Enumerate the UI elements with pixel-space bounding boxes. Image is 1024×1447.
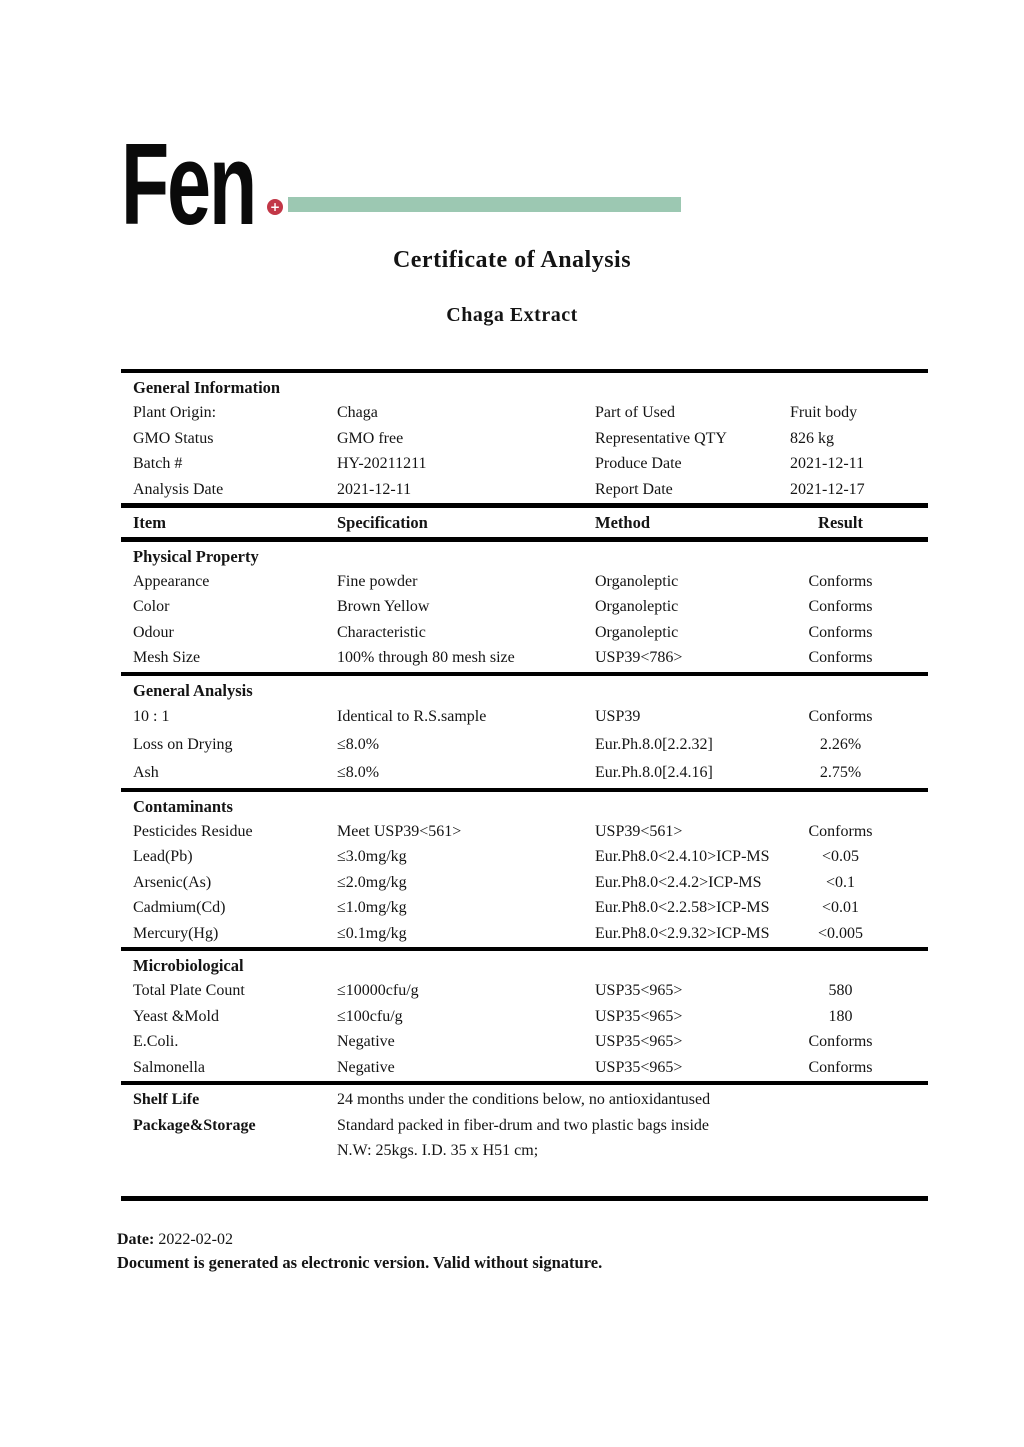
electronic-validity-note: Document is generated as electronic version. Valid without signature. (117, 1253, 603, 1272)
item-cell: Arsenic(As) (133, 873, 212, 891)
result-cell: 2.26% (819, 735, 862, 753)
method-cell: USP35<965> (595, 1007, 683, 1025)
info-label: GMO Status (133, 429, 214, 447)
specification-cell: Negative (337, 1058, 395, 1076)
item-cell: Odour (133, 623, 174, 641)
section-heading: Physical Property (133, 546, 259, 566)
document-title: Certificate of Analysis (392, 247, 632, 273)
result-cell: 2.75% (819, 763, 862, 781)
info-label: Analysis Date (133, 480, 224, 498)
result-cell: Conforms (808, 649, 873, 666)
general-information-section (121, 369, 928, 503)
storage-row (133, 1113, 928, 1139)
item-cell: Mesh Size (133, 649, 201, 666)
contaminants-section (121, 788, 928, 948)
specification-cell: Brown Yellow (337, 598, 430, 615)
specification-cell: Identical to R.S.sample (337, 707, 487, 725)
method-cell: Organoleptic (595, 598, 679, 615)
logo-plus-dot-icon: + (267, 199, 283, 215)
method-cell: Eur.Ph.8.0[2.2.32] (595, 735, 713, 753)
info-label: Report Date (595, 480, 673, 498)
physical-property-section (121, 537, 928, 672)
info-value: GMO free (337, 429, 404, 447)
table-row (133, 620, 928, 646)
item-cell: Loss on Drying (133, 735, 233, 753)
info-value: 2021-12-11 (790, 455, 865, 472)
item-cell: Total Plate Count (133, 982, 245, 999)
method-cell: USP35<965> (595, 1058, 683, 1076)
info-value: Fruit body (790, 404, 858, 421)
specification-cell: Negative (337, 1033, 395, 1050)
result-cell: <0.1 (825, 873, 856, 891)
section-heading: Microbiological (133, 956, 244, 975)
logo-wordmark: Fen (121, 119, 256, 249)
table-row (133, 594, 928, 620)
info-value: 2021-12-17 (790, 480, 865, 498)
item-cell: Ash (133, 763, 159, 781)
specification-cell: Fine powder (337, 572, 418, 590)
specification-cell: ≤1.0mg/kg (337, 899, 407, 916)
section-heading: General Analysis (133, 680, 253, 700)
table-row (133, 1004, 928, 1030)
method-cell: Organoleptic (595, 623, 679, 641)
info-row (133, 426, 928, 452)
method-cell: Eur.Ph8.0<2.9.32>ICP-MS (595, 924, 770, 942)
specification-cell: ≤8.0% (337, 763, 380, 781)
table-row (133, 921, 928, 947)
date-label: Date: (117, 1231, 155, 1248)
info-value: Chaga (337, 404, 378, 421)
table-row (133, 1055, 928, 1081)
method-cell: Eur.Ph.8.0[2.4.16] (595, 763, 713, 781)
result-cell: Conforms (808, 572, 873, 590)
storage-value: 24 months under the conditions below, no antioxidantused (337, 1091, 711, 1108)
column-header-specification: Specification (337, 513, 428, 532)
storage-label (133, 1138, 337, 1164)
method-cell: Eur.Ph8.0<2.4.2>ICP-MS (595, 873, 762, 891)
specification-cell: Characteristic (337, 623, 426, 641)
info-row (133, 451, 928, 477)
table-row (133, 759, 928, 787)
info-value: HY-20211211 (337, 455, 427, 472)
method-cell: USP35<965> (595, 982, 683, 999)
specification-cell: ≤3.0mg/kg (337, 848, 407, 865)
method-cell: Organoleptic (595, 572, 679, 590)
info-row (133, 477, 928, 503)
method-cell: USP39 (595, 707, 641, 725)
section-heading: Contaminants (133, 796, 233, 816)
table-row (133, 870, 928, 896)
column-header-item: Item (133, 513, 166, 532)
result-cell: Conforms (808, 623, 873, 641)
specification-cell: Meet USP39<561> (337, 822, 462, 840)
column-header-row (133, 510, 928, 536)
table-row (133, 819, 928, 845)
table-row (133, 978, 928, 1004)
storage-row (133, 1138, 928, 1164)
method-cell: Eur.Ph8.0<2.4.10>ICP-MS (595, 848, 770, 865)
method-cell: USP39<561> (595, 822, 683, 840)
item-cell: E.Coli. (133, 1033, 179, 1050)
item-cell: Yeast &Mold (133, 1007, 219, 1025)
general-analysis-section (121, 672, 928, 788)
column-header-method: Method (595, 513, 650, 532)
result-cell: <0.005 (817, 924, 864, 942)
item-cell: Color (133, 598, 170, 615)
column-header-result: Result (818, 513, 863, 532)
result-cell: 180 (828, 1007, 853, 1025)
storage-value: Standard packed in fiber-drum and two plastic bags inside (337, 1116, 710, 1134)
table-row (133, 645, 928, 671)
item-cell: Pesticides Residue (133, 822, 253, 840)
table-row (133, 844, 928, 870)
item-cell: Salmonella (133, 1058, 205, 1076)
table-row (133, 1029, 928, 1055)
table-row (133, 895, 928, 921)
table-row (133, 569, 928, 595)
item-cell: Mercury(Hg) (133, 924, 219, 942)
specification-cell: ≤0.1mg/kg (337, 924, 407, 942)
specification-cell: ≤8.0% (337, 735, 380, 753)
result-cell: 580 (828, 982, 853, 999)
document-footer (117, 1228, 937, 1274)
specification-cell: ≤2.0mg/kg (337, 873, 407, 891)
specification-cell: ≤100cfu/g (337, 1007, 403, 1025)
result-cell: <0.01 (821, 899, 860, 916)
specification-cell: ≤10000cfu/g (337, 982, 419, 999)
method-cell: Eur.Ph8.0<2.2.58>ICP-MS (595, 899, 770, 916)
section-heading: General Information (133, 378, 281, 397)
storage-value: N.W: 25kgs. I.D. 35 x H51 cm; (337, 1142, 539, 1159)
info-label: Part of Used (595, 404, 675, 421)
column-header-section (121, 503, 928, 537)
result-cell: Conforms (808, 598, 873, 615)
result-cell: Conforms (808, 707, 873, 725)
storage-label: Package&Storage (133, 1116, 256, 1134)
microbiological-section (121, 947, 928, 1081)
info-label: Batch # (133, 455, 183, 472)
item-cell: Lead(Pb) (133, 848, 193, 865)
date-line (117, 1228, 937, 1251)
info-label: Produce Date (595, 455, 682, 472)
storage-section (121, 1081, 928, 1201)
date-value: 2022-02-02 (158, 1231, 233, 1248)
storage-row (133, 1087, 928, 1113)
info-label: Representative QTY (595, 429, 727, 447)
item-cell: Cadmium(Cd) (133, 899, 226, 916)
specification-cell: 100% through 80 mesh size (337, 649, 515, 666)
storage-label: Shelf Life (133, 1091, 200, 1108)
table-row (133, 731, 928, 759)
product-name: Chaga Extract (446, 304, 578, 326)
logo-green-bar (288, 197, 681, 212)
result-cell: Conforms (808, 1058, 873, 1076)
method-cell: USP35<965> (595, 1033, 683, 1050)
method-cell: USP39<786> (595, 649, 683, 666)
result-cell: <0.05 (821, 848, 860, 865)
result-cell: Conforms (808, 1033, 873, 1050)
table-row (133, 703, 928, 731)
info-value: 2021-12-11 (337, 480, 412, 498)
certificate-table (121, 369, 928, 1201)
info-label: Plant Origin: (133, 404, 217, 421)
info-row (133, 400, 928, 426)
item-cell: Appearance (133, 572, 210, 590)
item-cell: 10 : 1 (133, 707, 170, 725)
result-cell: Conforms (808, 822, 873, 840)
info-value: 826 kg (790, 429, 834, 447)
